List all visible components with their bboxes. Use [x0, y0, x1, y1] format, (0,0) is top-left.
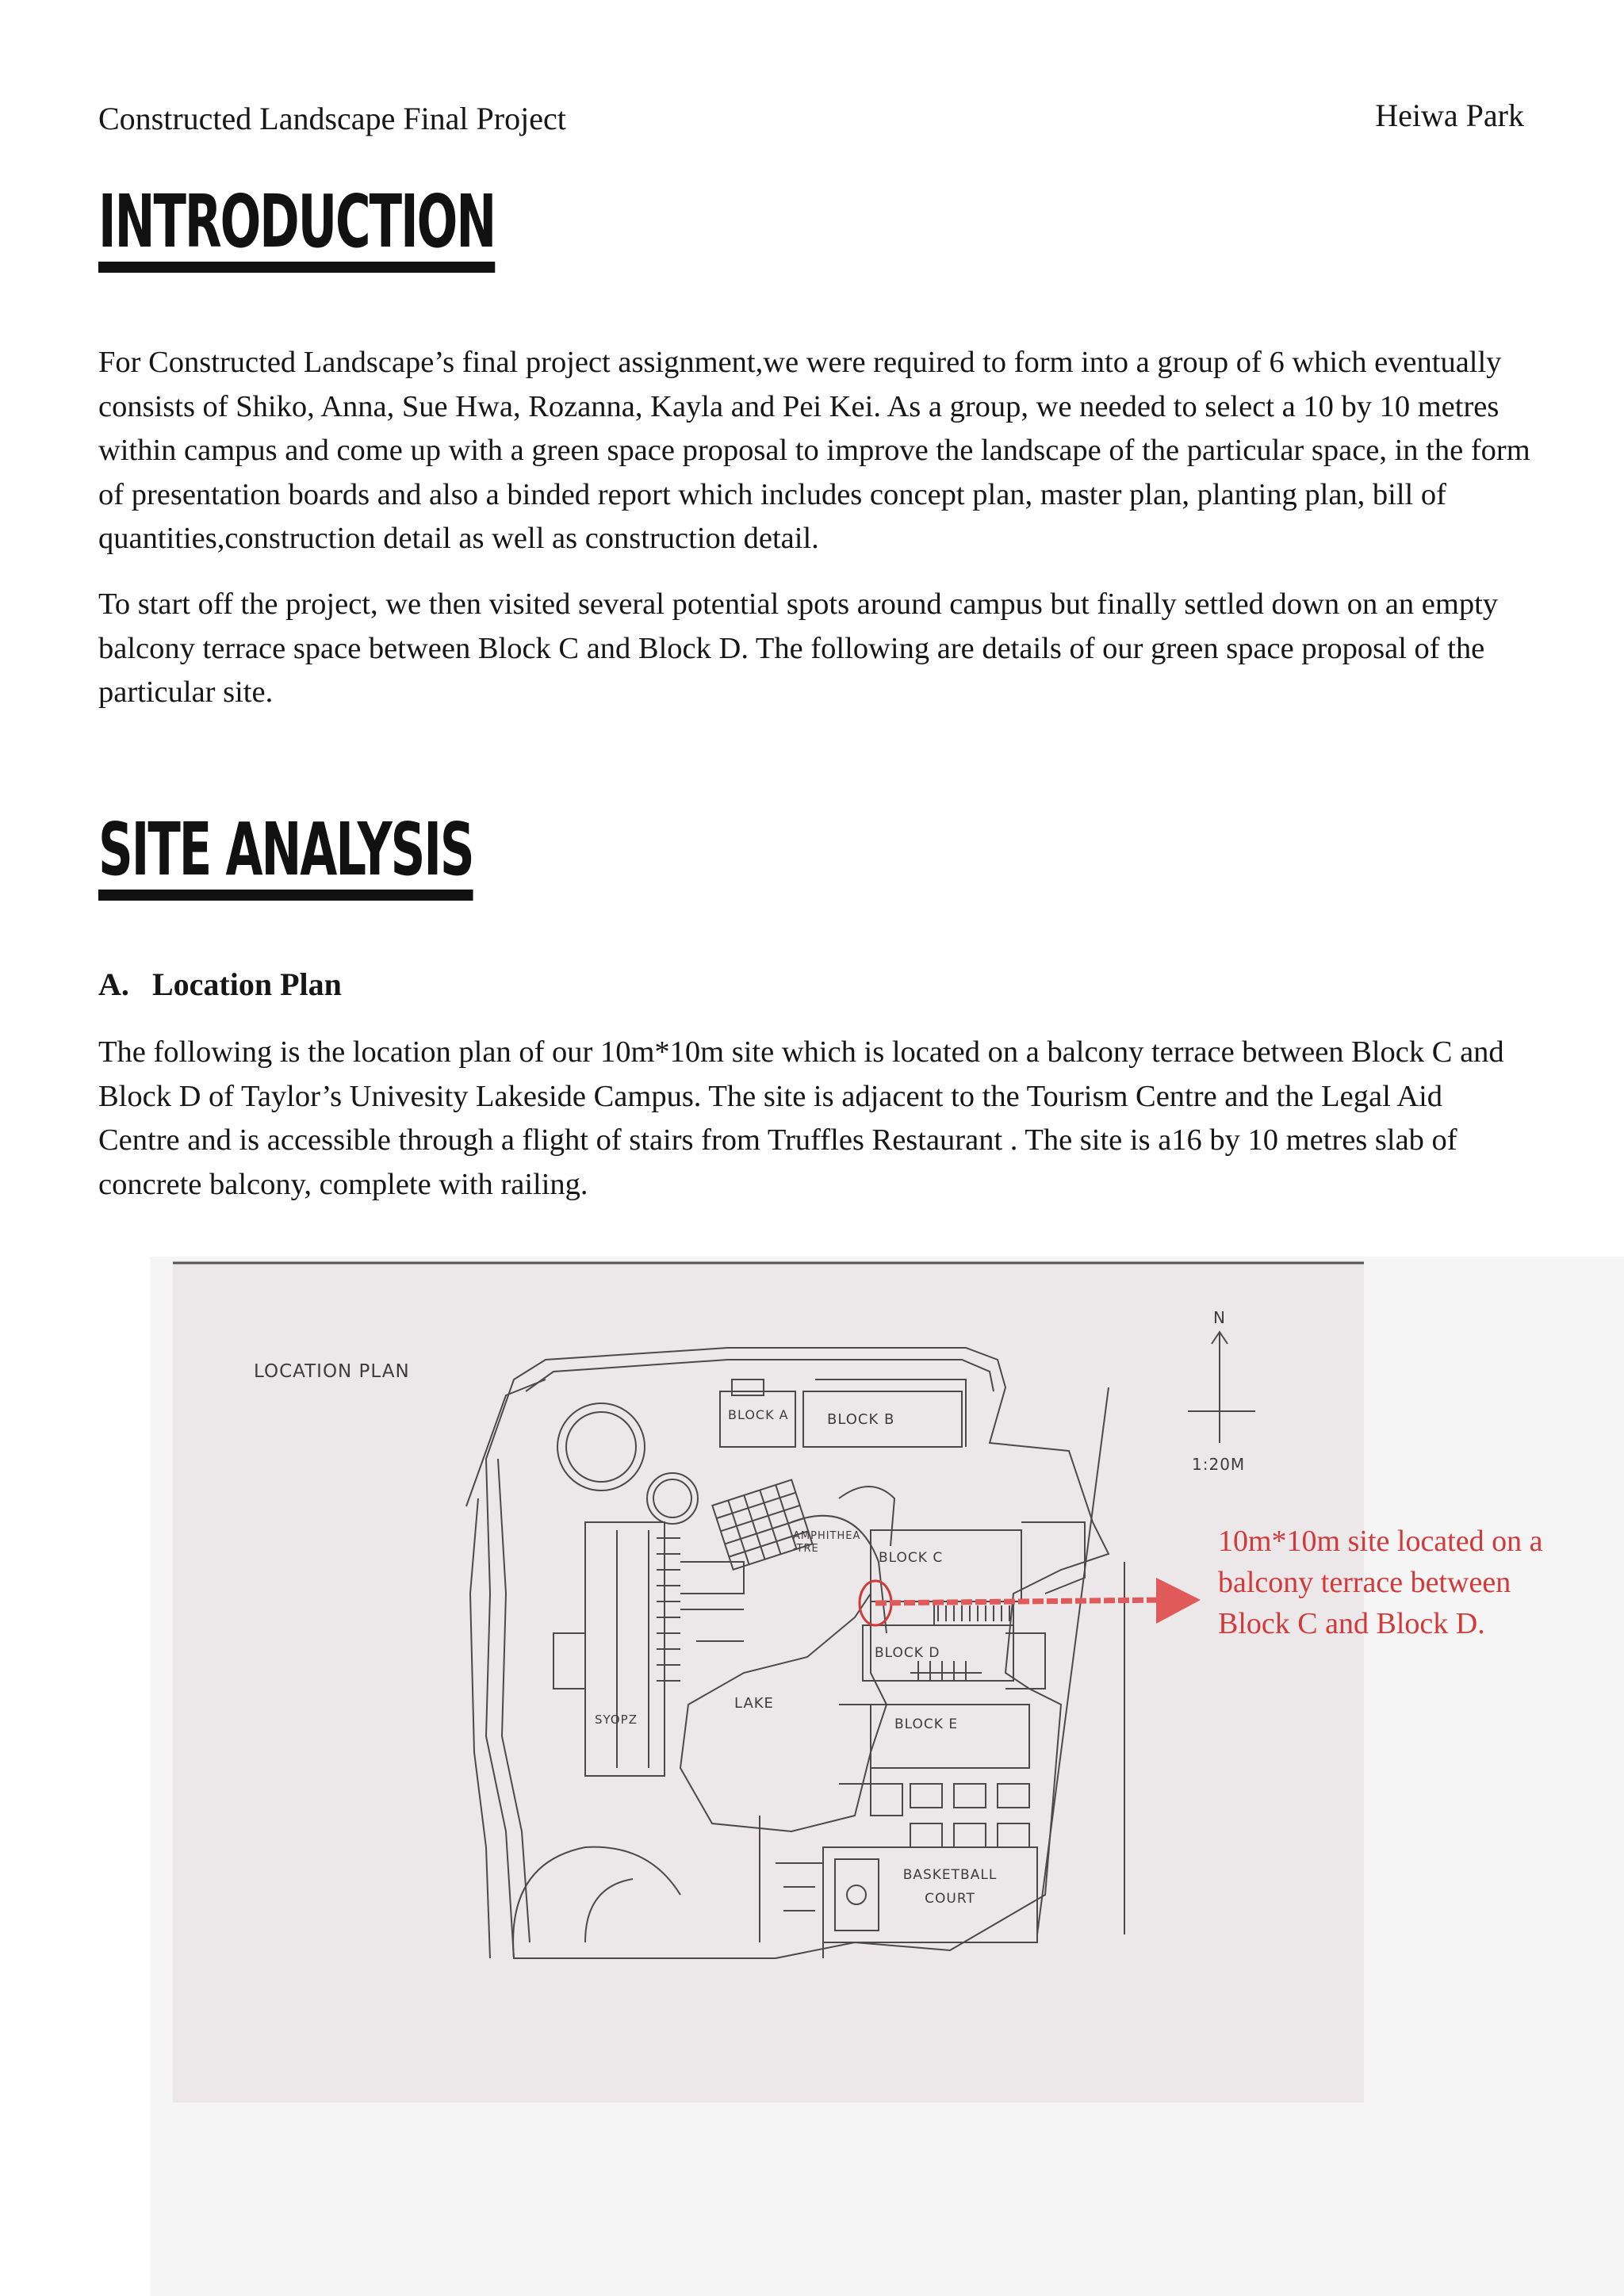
- block-b-label: BLOCK B: [827, 1411, 895, 1428]
- block-e-outline: [871, 1705, 1029, 1768]
- block-d-label: BLOCK D: [875, 1645, 940, 1661]
- block-c-outline: [871, 1530, 1021, 1601]
- header-project-title: Constructed Landscape Final Project: [98, 101, 566, 136]
- basketball-court-label: BASKETBALL COURT: [902, 1867, 998, 1907]
- lake-outline: [680, 1594, 887, 1831]
- subsection-letter: A.: [98, 966, 129, 1002]
- plan-title-label: LOCATION PLAN: [254, 1361, 410, 1382]
- introduction-paragraph-1: For Constructed Landscape’s final project assignment,we were required to form into a group of 6 which eventually consists of Shiko, Anna, Sue Hwa, Rozanna, Kayla and Pei Kei. As a group, we needed to select a 10 by 10 metres within campus and come up with a green space proposal to improve the landscape of the particular space, in the form of presentation boards and also a binded report which includes concept plan, master plan, planting plan, bill of quantities,construction detail as well as construction detail.: [98, 346, 1530, 555]
- site-arrow-head: [1156, 1578, 1201, 1624]
- block-a-label: BLOCK A: [728, 1407, 789, 1422]
- syopz-label: SYOPZ: [595, 1712, 638, 1727]
- location-plan-subheading: [98, 964, 342, 1005]
- header-park-name: Heiwa Park: [1375, 98, 1524, 133]
- location-plan-paragraph: The following is the location plan of our 10m*10m site which is located on a balcony terrace between Block C and Block D of Taylor’s Univesity Lakeside Campus. The site is adjacent to the Tourism Centre and the Legal Aid Centre and is accessible through a flight of stairs from Truffles Restaurant . The site is a16 by 10 metres slab of concrete balcony, complete with railing.: [98, 1035, 1504, 1201]
- introduction-paragraph-2: To start off the project, we then visited several potential spots around campus but finally settled down on an empty balcony terrace space between Block C and Block D. The following are details of our green space proposal of the particular site.: [98, 587, 1499, 709]
- site-annotation: 10m*10m site located on a balcony terrace between Block C and Block D.: [1218, 1525, 1543, 1640]
- block-c-label: BLOCK C: [879, 1550, 944, 1566]
- block-e-label: BLOCK E: [894, 1716, 959, 1732]
- campus-boundary: [486, 1348, 1109, 1958]
- north-arrow: [1212, 1332, 1228, 1443]
- lake-label: LAKE: [734, 1695, 774, 1712]
- site-arrow-line: [875, 1600, 1164, 1603]
- roundabout: [557, 1403, 645, 1490]
- location-plan-drawing: [173, 1261, 1364, 2103]
- location-plan-sketch: [173, 1261, 1364, 2103]
- site-analysis-heading: SITE ANALYSIS: [98, 812, 473, 901]
- north-label: N: [1213, 1308, 1226, 1327]
- introduction-heading: INTRODUCTION: [98, 184, 495, 273]
- scale-label: 1:20M: [1192, 1455, 1246, 1474]
- subsection-title: Location Plan: [152, 966, 342, 1002]
- amphitheatre-grid: [712, 1480, 812, 1570]
- amphitheatre-label: AMPHITHEA -TRE: [793, 1530, 861, 1555]
